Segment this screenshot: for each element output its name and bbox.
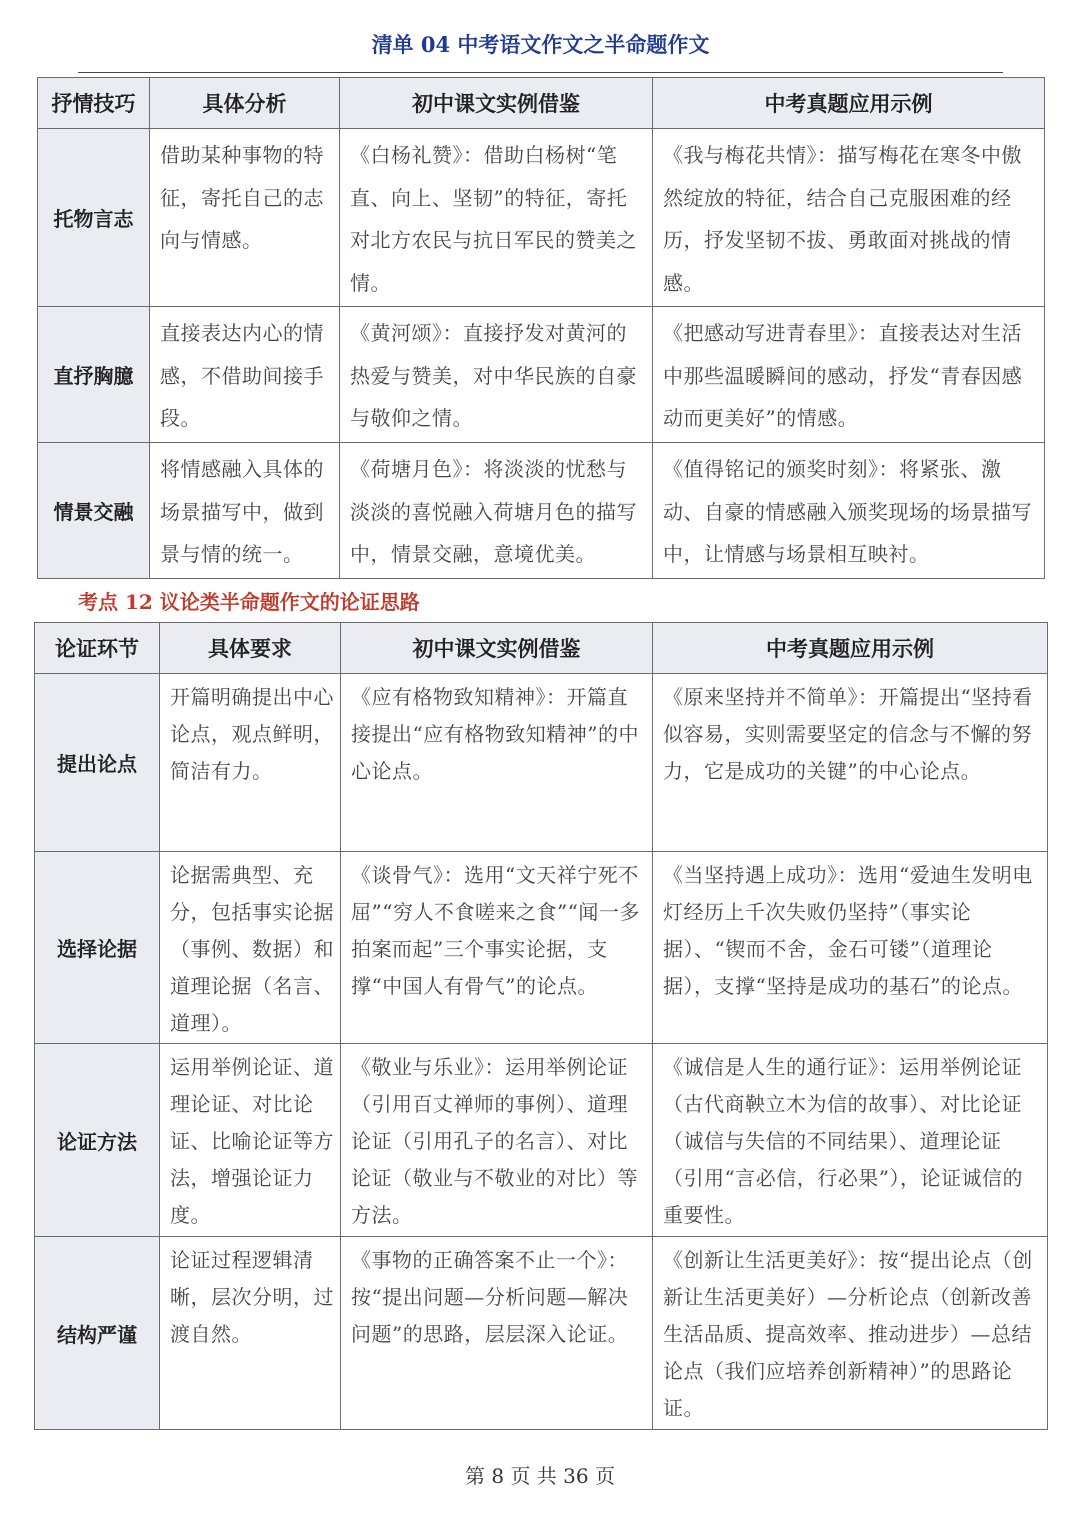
- column-header: 抒情技巧: [38, 78, 150, 129]
- exam-example-cell: 《创新让生活更美好》：按“提出论点（创新让生活更美好）—分析论点（创新改善生活品质、提高效率、推动进步）—总结论点（我们应培养创新精神）”的思路论证。: [653, 1237, 1048, 1430]
- table-row: [35, 1044, 1048, 1237]
- exam-example-cell: 《值得铭记的颁奖时刻》：将紧张、激动、自豪的情感融入颁奖现场的场景描写中，让情感与场景相互映衬。: [653, 443, 1045, 579]
- requirement-cell: 开篇明确提出中心论点，观点鲜明，简洁有力。: [160, 674, 341, 852]
- table-row: [35, 852, 1048, 1044]
- document-header: [78, 28, 1003, 73]
- table-row: [38, 443, 1045, 579]
- row-label: 结构严谨: [35, 1237, 160, 1430]
- textbook-example-cell: 《谈骨气》：选用“文天祥宁死不屈”“穷人不食嗟来之食”“闻一多拍案而起”三个事实论据，支撑“中国人有骨气”的论点。: [341, 852, 653, 1044]
- analysis-cell: 直接表达内心的情感，不借助间接手段。: [150, 307, 340, 443]
- column-header: 初中课文实例借鉴: [341, 623, 653, 674]
- column-header: 初中课文实例借鉴: [340, 78, 653, 129]
- table-row: [38, 307, 1045, 443]
- column-header: 中考真题应用示例: [653, 78, 1045, 129]
- section-title: 考点 12 议论类半命题作文的论证思路: [78, 590, 420, 614]
- row-label: 托物言志: [38, 129, 150, 307]
- exam-example-cell: 《诚信是人生的通行证》：运用举例论证（古代商鞅立木为信的故事）、对比论证（诚信与失信的不同结果）、道理论证（引用“言必信，行必果”），论证诚信的重要性。: [653, 1044, 1048, 1237]
- row-label: 提出论点: [35, 674, 160, 852]
- row-label: 直抒胸臆: [38, 307, 150, 443]
- table-header-row: [38, 78, 1045, 129]
- row-label: 选择论据: [35, 852, 160, 1044]
- row-label: 论证方法: [35, 1044, 160, 1237]
- textbook-example-cell: 《应有格物致知精神》：开篇直接提出“应有格物致知精神”的中心论点。: [341, 674, 653, 852]
- column-header: 中考真题应用示例: [653, 623, 1048, 674]
- table-header-row: [35, 623, 1048, 674]
- table-row: [38, 129, 1045, 307]
- row-label: 情景交融: [38, 443, 150, 579]
- requirement-cell: 运用举例论证、道理论证、对比论证、比喻论证等方法，增强论证力度。: [160, 1044, 341, 1237]
- textbook-example-cell: 《事物的正确答案不止一个》：按“提出问题—分析问题—解决问题”的思路，层层深入论证。: [341, 1237, 653, 1430]
- exam-example-cell: 《把感动写进青春里》：直接表达对生活中那些温暖瞬间的感动，抒发“青春因感动而更美好”的情感。: [653, 307, 1045, 443]
- column-header: 具体分析: [150, 78, 340, 129]
- textbook-example-cell: 《黄河颂》：直接抒发对黄河的热爱与赞美，对中华民族的自豪与敬仰之情。: [340, 307, 653, 443]
- exam-example-cell: 《当坚持遇上成功》：选用“爱迪生发明电灯经历上千次失败仍坚持”（事实论据）、“锲而不舍，金石可镂”（道理论据），支撑“坚持是成功的基石”的论点。: [653, 852, 1048, 1044]
- textbook-example-cell: 《荷塘月色》：将淡淡的忧愁与淡淡的喜悦融入荷塘月色的描写中，情景交融，意境优美。: [340, 443, 653, 579]
- column-header: 具体要求: [160, 623, 341, 674]
- exam-example-cell: 《我与梅花共情》：描写梅花在寒冬中傲然绽放的特征，结合自己克服困难的经历，抒发坚韧不拔、勇敢面对挑战的情感。: [653, 129, 1045, 307]
- requirement-cell: 论据需典型、充分，包括事实论据（事例、数据）和道理论据（名言、道理）。: [160, 852, 341, 1044]
- header-title: 清单 04 中考语文作文之半命题作文: [371, 32, 710, 57]
- lyrical-techniques-table: [37, 77, 1045, 579]
- table-row: [35, 674, 1048, 852]
- column-header: 论证环节: [35, 623, 160, 674]
- page-footer: 第 8 页 共 36 页: [465, 1464, 615, 1488]
- textbook-example-cell: 《敬业与乐业》：运用举例论证（引用百丈禅师的事例）、道理论证（引用孔子的名言）、对比论证（敬业与不敬业的对比）等方法。: [341, 1044, 653, 1237]
- analysis-cell: 将情感融入具体的场景描写中，做到景与情的统一。: [150, 443, 340, 579]
- table-row: [35, 1237, 1048, 1430]
- analysis-cell: 借助某种事物的特征，寄托自己的志向与情感。: [150, 129, 340, 307]
- textbook-example-cell: 《白杨礼赞》：借助白杨树“笔直、向上、坚韧”的特征，寄托对北方农民与抗日军民的赞美之情。: [340, 129, 653, 307]
- argumentation-table: [34, 622, 1048, 1430]
- exam-example-cell: 《原来坚持并不简单》：开篇提出“坚持看似容易，实则需要坚定的信念与不懈的努力，它是成功的关键”的中心论点。: [653, 674, 1048, 852]
- requirement-cell: 论证过程逻辑清晰，层次分明，过渡自然。: [160, 1237, 341, 1430]
